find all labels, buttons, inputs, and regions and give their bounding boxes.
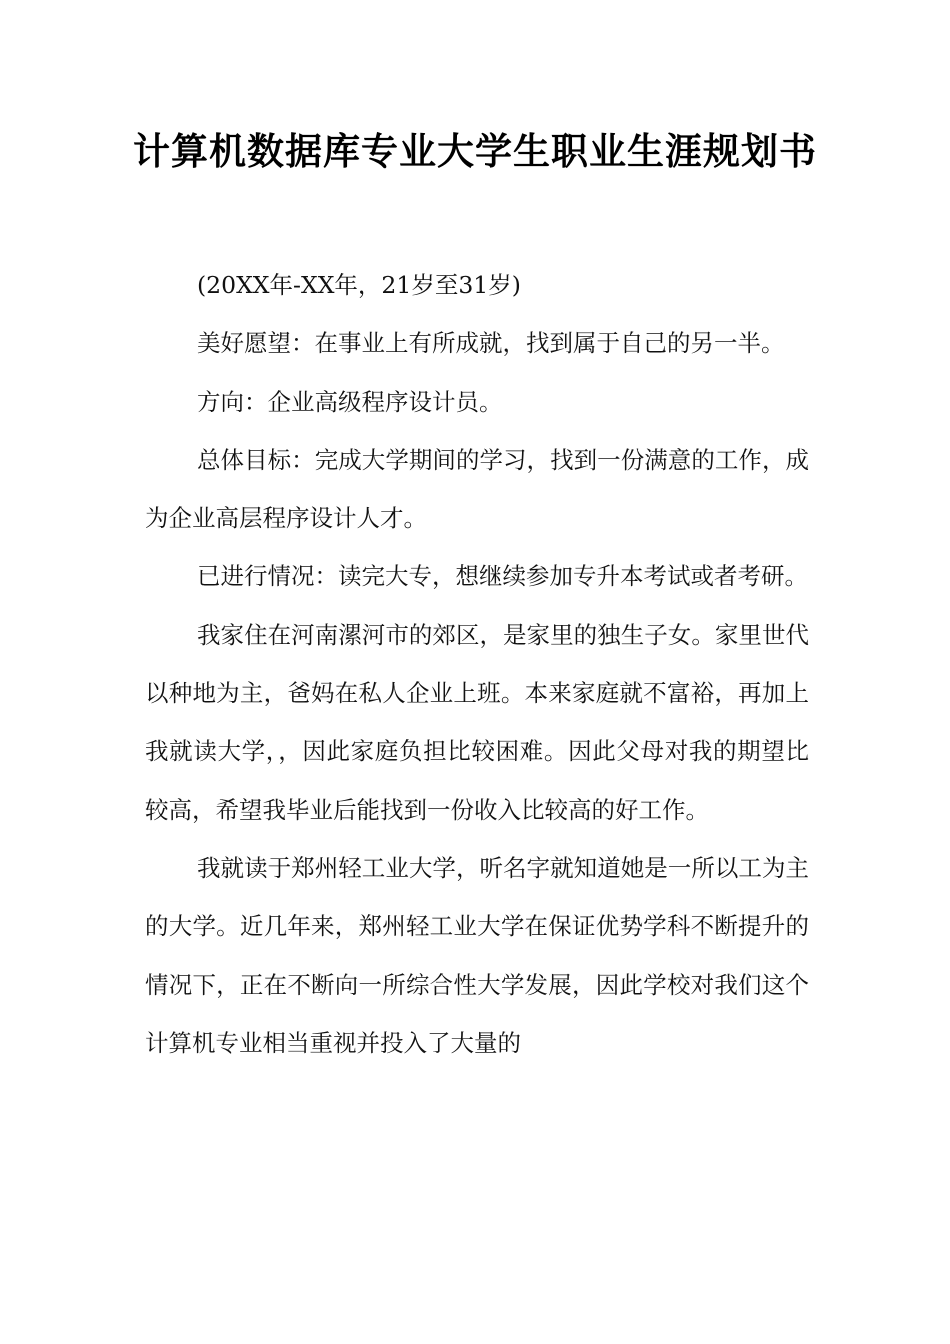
document-body bbox=[145, 256, 809, 1072]
paragraph-school: 我就读于郑州轻工业大学，听名字就知道她是一所以工为主的大学。近几年来，郑州轻工业大学在保证优势学科不断提升的情况下，正在不断向一所综合性大学发展，因此学校对我们这个计算机专业相当重视并投入了大量的 bbox=[145, 853, 809, 1057]
document-title: 计算机数据库专业大学生职业生涯规划书 bbox=[133, 130, 817, 173]
paragraph-direction: 方向：企业高级程序设计员。 bbox=[197, 387, 503, 416]
paragraph-overall-goal: 总体目标：完成大学期间的学习，找到一份满意的工作，成为企业高层程序设计人才。 bbox=[145, 445, 809, 533]
paragraph-period: (20XX年-XX年，21岁至31岁) bbox=[197, 271, 521, 299]
paragraph-progress: 已进行情况：读完大专，想继续参加专升本考试或者考研。 bbox=[197, 562, 808, 591]
paragraph-family: 我家住在河南漯河市的郊区，是家里的独生子女。家里世代以种地为主，爸妈在私人企业上班。本来家庭就不富裕，再加上我就读大学，，因此家庭负担比较困难。因此父母对我的期望比较高，希望我毕业后能找到一份收入比较高的好工作。 bbox=[145, 620, 809, 824]
paragraph-wish: 美好愿望：在事业上有所成就，找到属于自己的另一半。 bbox=[197, 329, 785, 358]
